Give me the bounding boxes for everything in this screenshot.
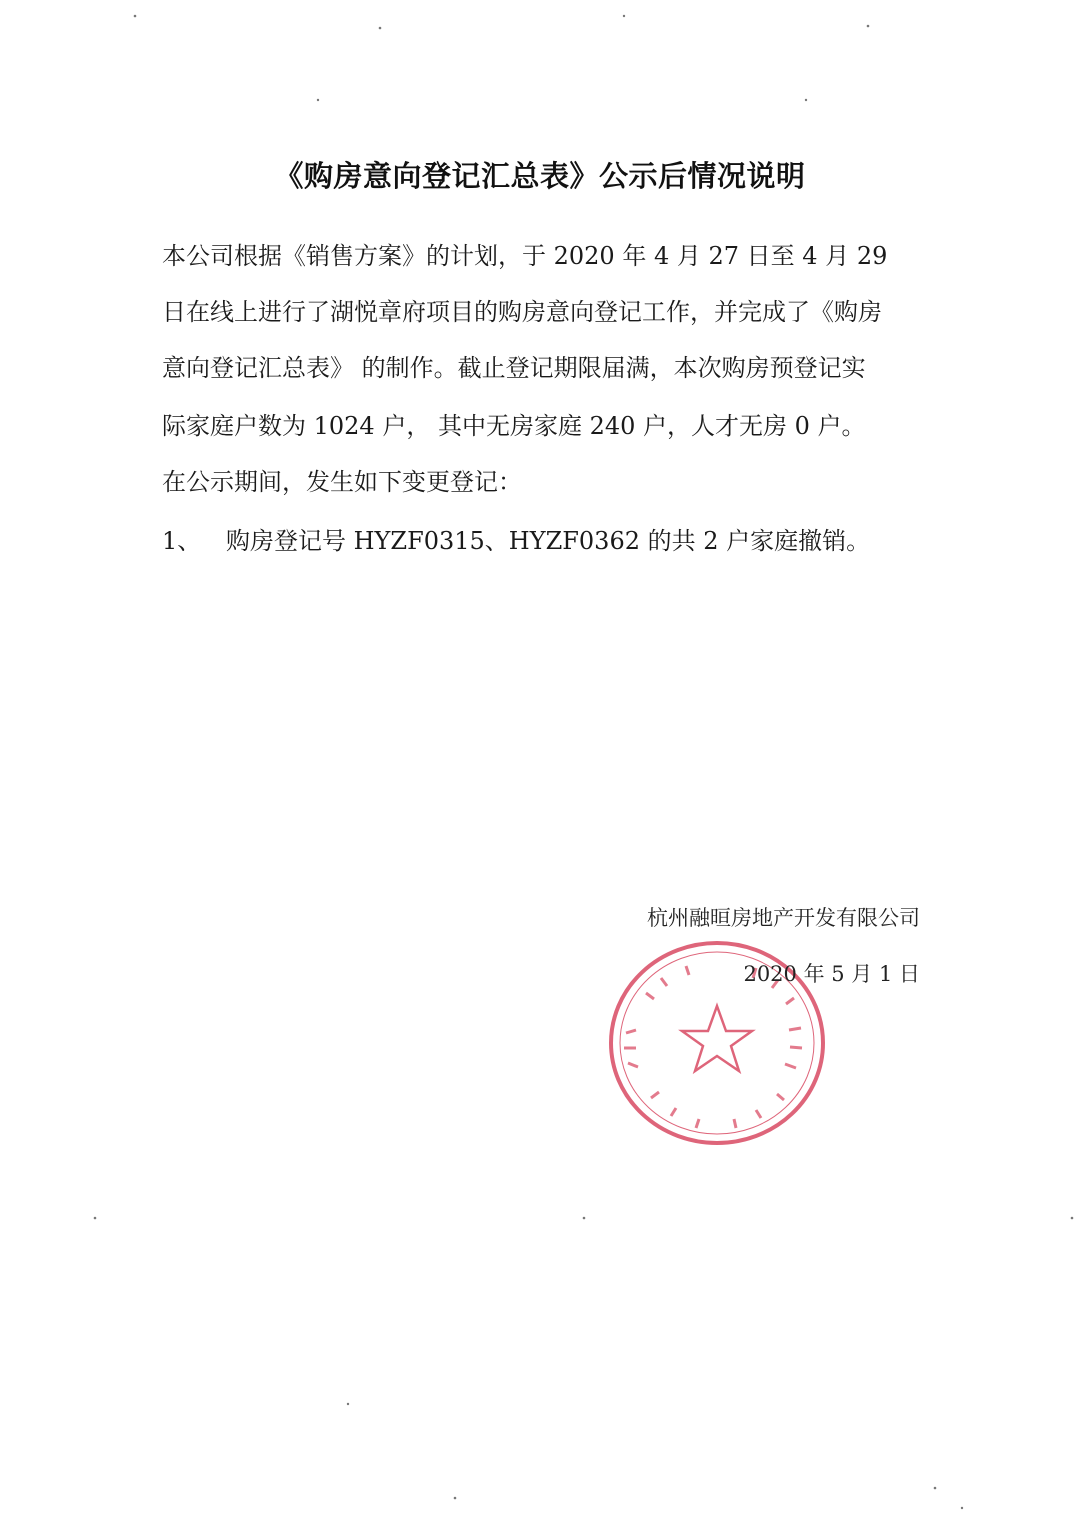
body-line-1: 本公司根据《销售方案》的计划，于 2020 年 4 月 27 日至 4 月 29 <box>162 242 888 270</box>
change-item-text: 购房登记号 HYZF0315、HYZF0362 的共 2 户家庭撤销。 <box>226 527 871 555</box>
signature-date: 2020 年 5 月 1 日 <box>743 962 920 986</box>
body-line-5: 在公示期间，发生如下变更登记： <box>162 468 522 496</box>
seal-star-icon <box>682 1006 752 1071</box>
change-item-number: 1、 <box>162 527 202 555</box>
body-line-3: 意向登记汇总表》 的制作。截止登记期限届满，本次购房预登记实 <box>162 354 866 382</box>
body-line-2: 日在线上进行了湖悦章府项目的购房意向登记工作，并完成了《购房 <box>162 298 882 326</box>
document-title: 《购房意向登记汇总表》公示后情况说明 <box>274 159 806 193</box>
signature-company: 杭州融晅房地产开发有限公司 <box>647 906 920 930</box>
body-line-4: 际家庭户数为 1024 户， 其中无房家庭 240 户，人才无房 0 户。 <box>162 412 866 440</box>
